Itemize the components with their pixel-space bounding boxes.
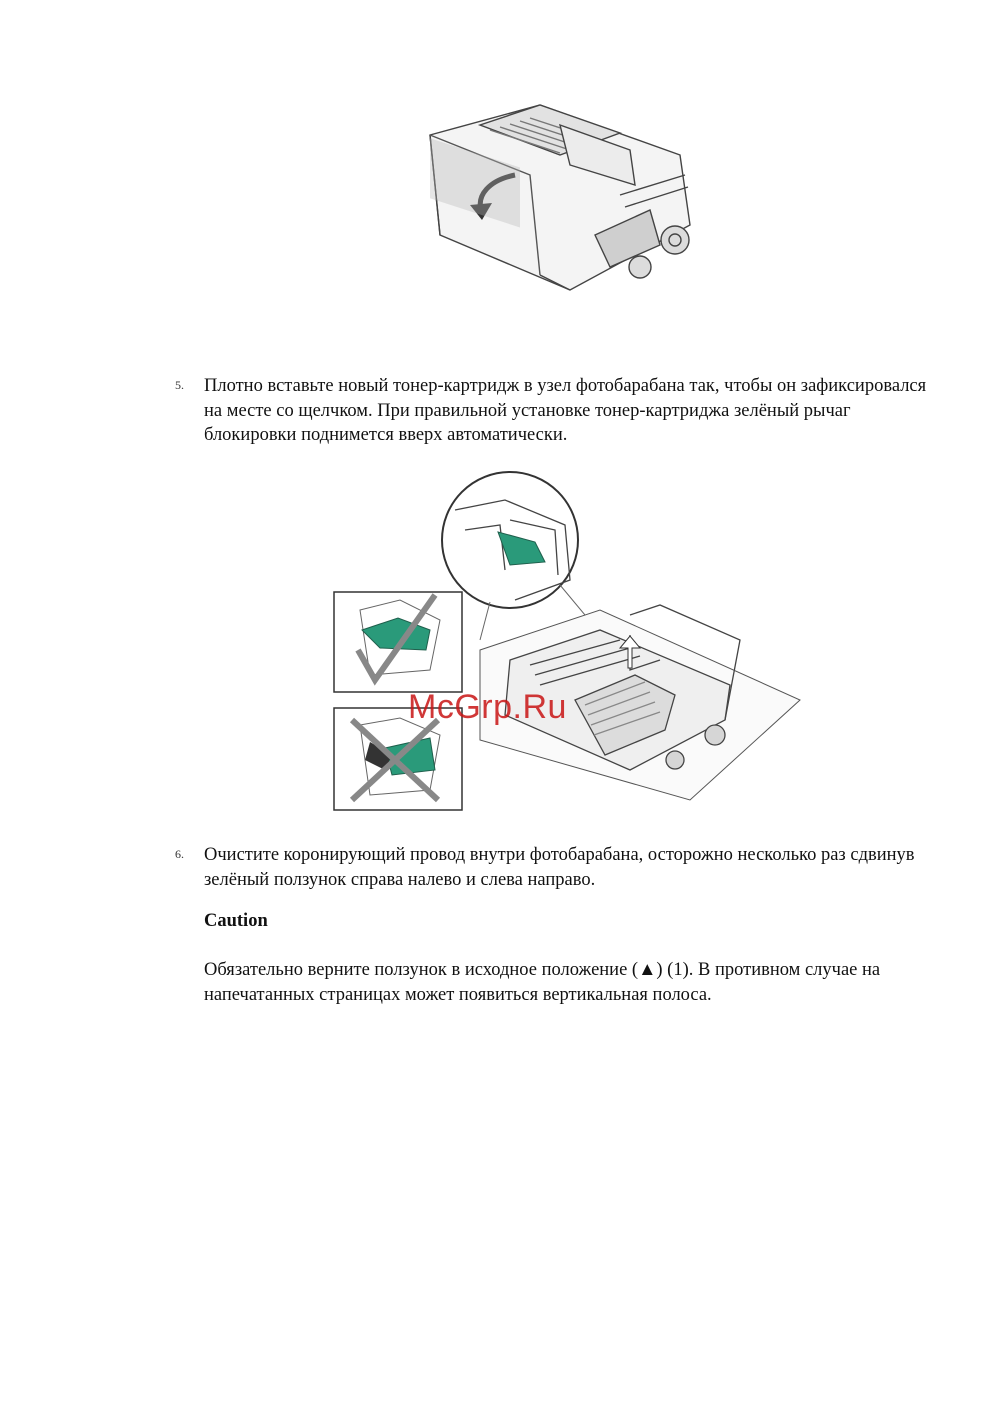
toner-insert-figure bbox=[330, 470, 810, 815]
step-text: Плотно вставьте новый тонер-картридж в узел фотобарабана так, чтобы он зафиксировался на месте со щелчком. При правильной установке тонер-картриджа зелёный рычаг блокировки поднимется вверх автоматически. bbox=[204, 376, 927, 445]
step-text: Очистите коронирующий провод внутри фотобарабана, осторожно несколько раз сдвинув зелёный ползунок справа налево и слева направо. bbox=[204, 845, 915, 890]
toner-cartridge-figure bbox=[420, 95, 720, 305]
step-number: 6. bbox=[175, 847, 184, 861]
step-number: 5. bbox=[175, 378, 184, 392]
drum-unit-illustration-icon bbox=[330, 470, 810, 815]
watermark: McGrp.Ru bbox=[408, 688, 567, 726]
caution-text: Обязательно верните ползунок в исходное положение (▲) (1). В противном случае на напечатанных страницах может появиться вертикальная полоса. bbox=[204, 960, 881, 1005]
caution-title: Caution bbox=[204, 911, 268, 931]
toner-cartridge-illustration-icon bbox=[420, 95, 720, 305]
